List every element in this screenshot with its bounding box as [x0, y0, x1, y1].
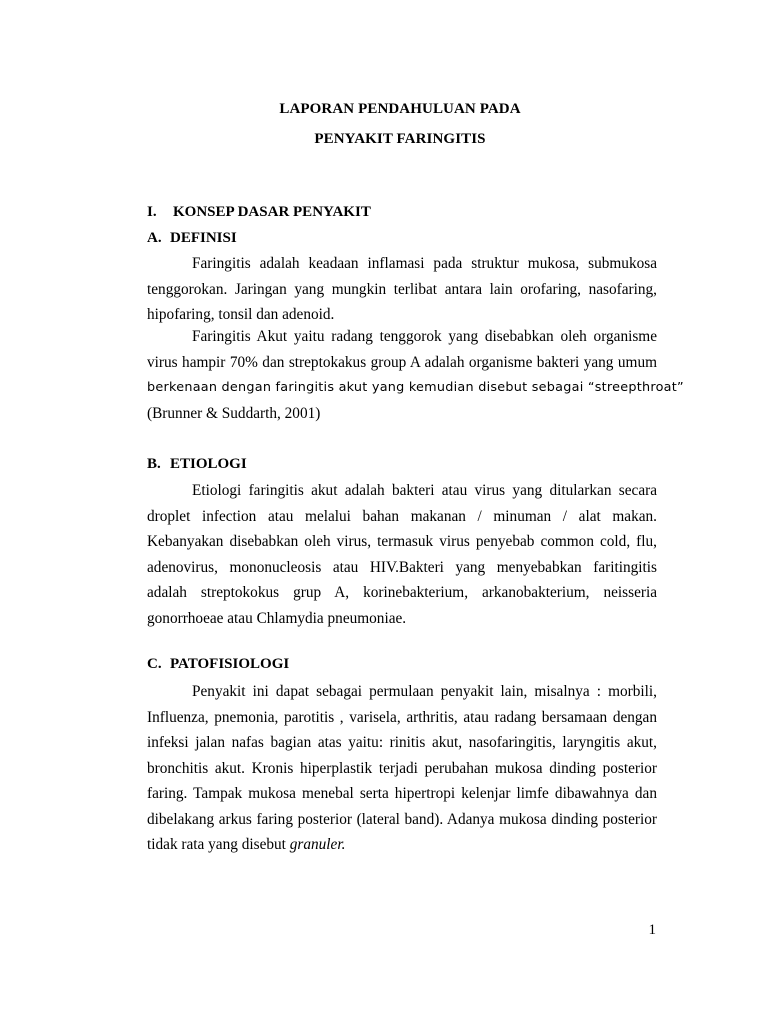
section-heading-konsep-dasar — [147, 204, 371, 221]
subsection-heading-definisi — [147, 230, 237, 247]
definisi-paragraph-2 — [147, 324, 684, 426]
subsection-label: DEFINISI — [170, 230, 237, 246]
subsection-letter: A. — [147, 230, 162, 246]
paragraph-line: (Brunner & Suddarth, 2001) — [147, 404, 321, 422]
patofisiologi-paragraph — [147, 679, 657, 858]
subsection-label: ETIOLOGI — [170, 456, 247, 472]
paragraph-line: droplet infection atau melalui bahan makanan / minuman / alat makan. — [147, 507, 657, 525]
paragraph-line: Penyakit ini dapat sebagai permulaan penyakit lain, misalnya : morbili, — [192, 683, 657, 700]
section-number: I. — [147, 204, 157, 220]
paragraph-line: berkenaan dengan faringitis akut yang kemudian disebut sebagai “streepthroat” — [147, 380, 684, 395]
paragraph-line: Faringitis Akut yaitu radang tenggorok yang disebabkan oleh organisme — [192, 328, 657, 345]
paragraph-line: bronchitis akut. Kronis hiperplastik terjadi perubahan mukosa dinding posterior — [147, 759, 657, 777]
paragraph-line-text: tidak rata yang disebut — [147, 836, 286, 853]
paragraph-line: hipofaring, tonsil dan adenoid. — [147, 306, 335, 323]
paragraph-line: faring. Tampak mukosa menebal serta hipertropi kelenjar limfe dibawahnya dan — [147, 785, 657, 802]
subsection-heading-etiologi — [147, 456, 247, 473]
paragraph-line: dibelakang arkus faring posterior (lateral band). Adanya mukosa dinding posterior — [147, 810, 657, 828]
paragraph-line: tenggorokan. Jaringan yang mungkin terlibat antara lain orofaring, nasofaring, — [147, 280, 657, 298]
etiologi-paragraph — [147, 478, 657, 631]
subsection-label: PATOFISIOLOGI — [170, 656, 290, 672]
paragraph-line: adenovirus, mononucleosis atau HIV.Bakteri yang menyebabkan faritingitis — [147, 558, 657, 576]
paragraph-line: Kebanyakan disebabkan oleh virus, termasuk virus penyebab common cold, flu, — [147, 533, 657, 550]
paragraph-line: Etiologi faringitis akut adalah bakteri atau virus yang ditularkan secara — [192, 482, 657, 499]
page-number: 1 — [648, 922, 656, 938]
paragraph-line: adalah streptokokus grup A, korinebakterium, arkanobakterium, neisseria — [147, 584, 657, 601]
subsection-letter: B. — [147, 456, 161, 472]
subsection-heading-patofisiologi — [147, 656, 289, 673]
section-label: KONSEP DASAR PENYAKIT — [173, 204, 371, 220]
paragraph-line: Influenza, pnemonia, parotitis , varisela, arthritis, atau radang bersamaan dengan — [147, 708, 657, 726]
paragraph-line: infeksi jalan nafas bagian atas yaitu: rinitis akut, nasofaringitis, laryngitis akut, — [147, 734, 657, 751]
paragraph-line: virus hampir 70% dan streptokakus group A adalah organisme bakteri yang umum — [147, 353, 657, 371]
subsection-letter: C. — [147, 656, 162, 672]
italic-term: granuler. — [289, 836, 346, 853]
paragraph-line: Faringitis adalah keadaan inflamasi pada struktur mukosa, submukosa — [192, 255, 657, 272]
document-title-line-2: PENYAKIT FARINGITIS — [314, 131, 486, 147]
paragraph-line: gonorrhoeae atau Chlamydia pneumoniae. — [147, 609, 407, 627]
definisi-paragraph-1 — [147, 251, 657, 328]
paragraph-line — [147, 832, 657, 858]
document-title-line-1: LAPORAN PENDAHULUAN PADA — [279, 101, 521, 117]
